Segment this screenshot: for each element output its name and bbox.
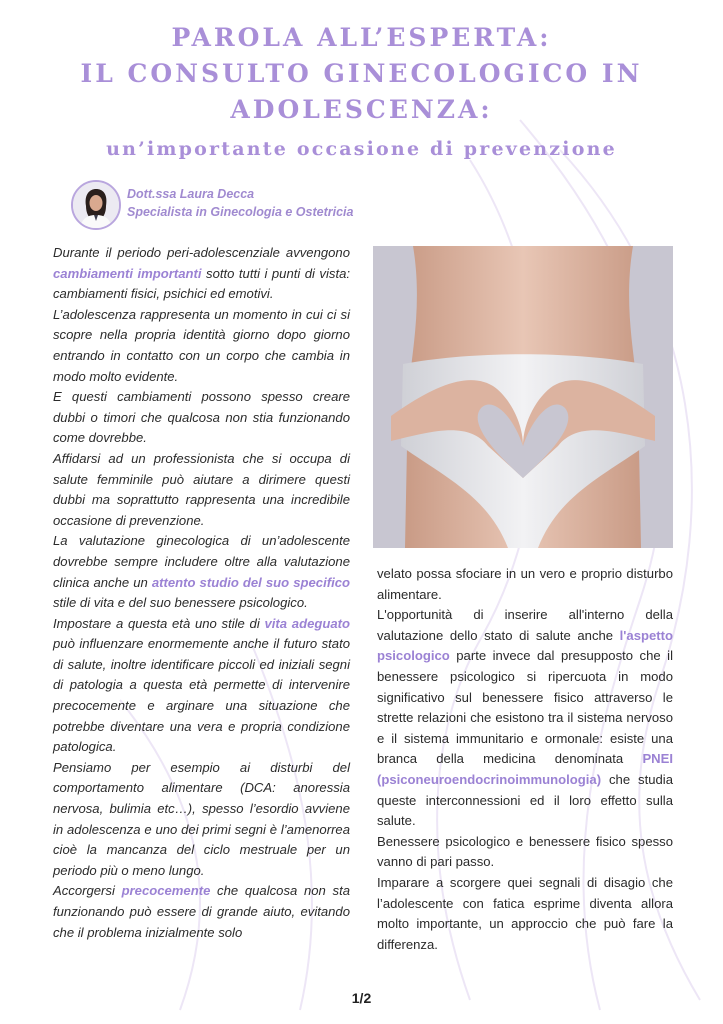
highlight-text: vita adeguato xyxy=(264,615,350,631)
subtitle: un’importante occasione di prevenzione xyxy=(106,138,617,160)
text: Impostare a questa età uno stile di xyxy=(53,615,265,631)
left-text-column xyxy=(53,243,350,943)
heart-hands-abdomen-photo-icon xyxy=(373,246,673,548)
doctor-portrait-icon xyxy=(73,182,119,228)
text: che qualcosa non sta funzionando può essere di grande aiuto, evitando che il problema inizialmente solo xyxy=(53,883,350,940)
author-avatar xyxy=(71,180,121,230)
author-role: Specialista in Ginecologia e Ostetricia xyxy=(127,205,354,219)
paragraph: velato possa sfociare in un vero e proprio disturbo alimentare. xyxy=(377,566,673,602)
paragraph xyxy=(53,531,350,613)
title-line-3: ADOLESCENZA: xyxy=(230,95,493,124)
text: stile di vita e del suo benessere psicologico. xyxy=(53,595,308,611)
text: può influenzare enormemente anche il futuro stato di salute, inoltre identificare piccoli ed iniziali segni di patologia a questa età permette di intervenire precocemente e arginare una situazione che potrebbe diventare una vera e propria condizione patologica. xyxy=(53,636,350,755)
paragraph xyxy=(53,614,350,758)
highlight-text: attento studio del suo specifico xyxy=(151,574,350,590)
text: sotto tutti i punti di vista: cambiamenti fisici, psichici ed emotivi. xyxy=(53,265,350,302)
text: Durante il periodo peri-adolescenziale avvengono xyxy=(53,245,350,260)
author-name: Dott.ssa Laura Decca xyxy=(127,187,255,201)
paragraph: L’adolescenza rappresenta un momento in cui ci si scopre nella propria identità giorno dopo giorno entrando in contatto con un corpo che cambia in modo molto evidente. xyxy=(53,306,350,384)
paragraph: Affidarsi ad un professionista che si occupa di salute femminile può aiutare a dirimere questi dubbi ma soprattutto rappresenta una incredibile occasione di prevenzione. xyxy=(53,450,350,528)
title-line-2: IL CONSULTO GINECOLOGICO IN xyxy=(80,59,643,88)
author-info xyxy=(127,185,353,221)
title-line-1: PAROLA ALL’ESPERTA: xyxy=(171,23,552,52)
paragraph: Benessere psicologico e benessere fisico spesso vanno di pari passo. xyxy=(377,833,673,870)
paragraph xyxy=(53,243,350,305)
text: L'opportunità di inserire all'interno della valutazione dello stato di salute anche xyxy=(377,607,673,643)
highlight-text: l'aspetto psicologico xyxy=(377,627,673,664)
paragraph: E questi cambiamenti possono spesso creare dubbi o timori che qualcosa non stia funzionando come dovrebbe. xyxy=(53,389,350,446)
text: che studia queste interconnessioni ed il loro effetto sulla salute. xyxy=(377,771,673,829)
text: Accorgersi xyxy=(53,883,122,899)
paragraph: Pensiamo per esempio ai disturbi del comportamento alimentare (DCA: anoressia nervosa, bulimia etc…), spesso l’esordio avviene in adolescenza e uno dei primi segni è l’amenorrea cioè la mancanza del ciclo mestruale per un periodo più o meno lungo. xyxy=(53,759,350,878)
text: parte invece dal presupposto che il benessere psicologico si ripercuota in modo significativo sul benessere fisico attraverso le strette relazioni che esistono tra il sistema nervoso e il sistema immunitario e ormonale: esiste una branca della medicina denominata xyxy=(377,648,673,767)
right-text-column xyxy=(377,564,673,955)
paragraph xyxy=(53,881,350,943)
paragraph xyxy=(377,605,673,832)
heart-hands-photo xyxy=(373,246,673,548)
highlight-text: PNEI (psiconeuroendocrinoimmunologia) xyxy=(377,751,673,787)
paragraph: Imparare a scorgere quei segnali di disagio che l’adolescente con fatica esprime diventa allora molto importante, un approccio che può fare la differenza. xyxy=(377,874,673,952)
text: La valutazione ginecologica di un’adolescente dovrebbe sempre includere oltre alla valutazione clinica anche un xyxy=(53,533,350,590)
page-number: 1/2 xyxy=(351,990,372,1006)
highlight-text: cambiamenti importanti xyxy=(53,265,202,281)
highlight-text: precocemente xyxy=(121,883,211,899)
